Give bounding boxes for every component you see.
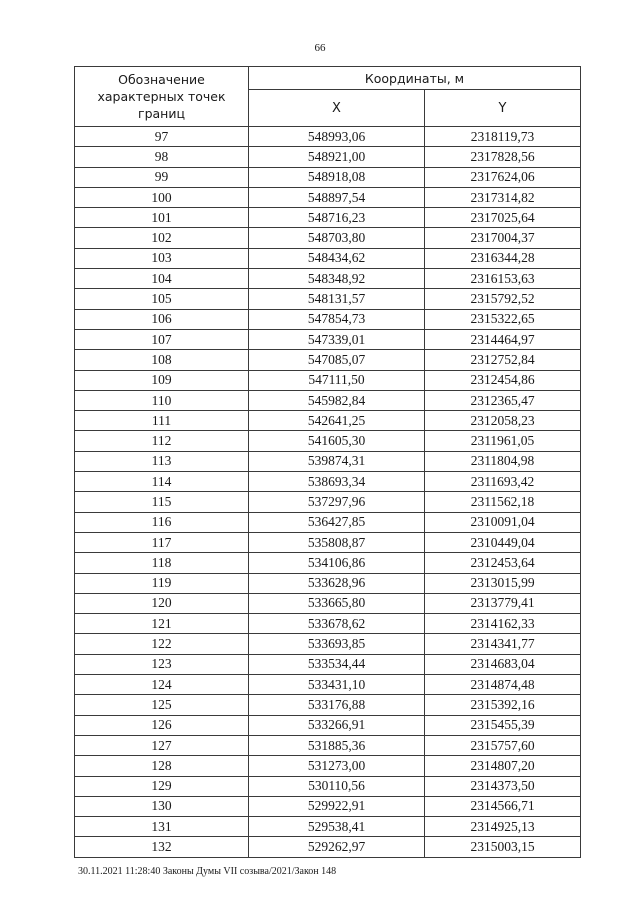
point-cell: 116: [75, 512, 249, 532]
table-row: [75, 756, 581, 776]
table-row: [75, 228, 581, 248]
table-row: [75, 289, 581, 309]
y-coordinate-cell: 2314925,13: [425, 817, 581, 837]
table-row: [75, 837, 581, 857]
point-cell: 129: [75, 776, 249, 796]
y-coordinate-cell: 2314874,48: [425, 675, 581, 695]
table-row: [75, 573, 581, 593]
x-coordinate-cell: 529262,97: [249, 837, 425, 857]
y-coordinate-cell: 2315792,52: [425, 289, 581, 309]
point-cell: 125: [75, 695, 249, 715]
table-row: [75, 634, 581, 654]
x-coordinate-cell: 533431,10: [249, 675, 425, 695]
header-point-designation: Обозначение характерных точек границ: [75, 67, 249, 127]
y-coordinate-cell: 2314373,50: [425, 776, 581, 796]
point-cell: 130: [75, 796, 249, 816]
x-coordinate-cell: 530110,56: [249, 776, 425, 796]
x-coordinate-cell: 548921,00: [249, 147, 425, 167]
table-row: [75, 715, 581, 735]
y-coordinate-cell: 2314162,33: [425, 614, 581, 634]
x-coordinate-cell: 548348,92: [249, 269, 425, 289]
x-coordinate-cell: 539874,31: [249, 451, 425, 471]
point-cell: 117: [75, 532, 249, 552]
point-cell: 101: [75, 208, 249, 228]
x-coordinate-cell: 537297,96: [249, 492, 425, 512]
point-cell: 103: [75, 248, 249, 268]
table-row: [75, 187, 581, 207]
x-coordinate-cell: 548897,54: [249, 187, 425, 207]
y-coordinate-cell: 2311961,05: [425, 431, 581, 451]
table-row: [75, 532, 581, 552]
y-coordinate-cell: 2317828,56: [425, 147, 581, 167]
x-coordinate-cell: 548918,08: [249, 167, 425, 187]
table-row: [75, 248, 581, 268]
table-row: [75, 817, 581, 837]
point-cell: 122: [75, 634, 249, 654]
table-row: [75, 492, 581, 512]
y-coordinate-cell: 2314341,77: [425, 634, 581, 654]
x-coordinate-cell: 533534,44: [249, 654, 425, 674]
point-cell: 131: [75, 817, 249, 837]
table-row: [75, 451, 581, 471]
y-coordinate-cell: 2317025,64: [425, 208, 581, 228]
point-cell: 121: [75, 614, 249, 634]
y-coordinate-cell: 2314683,04: [425, 654, 581, 674]
x-coordinate-cell: 548716,23: [249, 208, 425, 228]
point-cell: 107: [75, 329, 249, 349]
y-coordinate-cell: 2310091,04: [425, 512, 581, 532]
x-coordinate-cell: 547339,01: [249, 329, 425, 349]
y-coordinate-cell: 2312058,23: [425, 411, 581, 431]
point-cell: 102: [75, 228, 249, 248]
x-coordinate-cell: 533176,88: [249, 695, 425, 715]
point-cell: 112: [75, 431, 249, 451]
x-coordinate-cell: 533665,80: [249, 593, 425, 613]
x-coordinate-cell: 531885,36: [249, 735, 425, 755]
point-cell: 105: [75, 289, 249, 309]
point-cell: 113: [75, 451, 249, 471]
table-row: [75, 431, 581, 451]
table-body: [75, 127, 581, 858]
table-row: [75, 675, 581, 695]
table-row: [75, 735, 581, 755]
y-coordinate-cell: 2315455,39: [425, 715, 581, 735]
x-coordinate-cell: 541605,30: [249, 431, 425, 451]
y-coordinate-cell: 2314807,20: [425, 756, 581, 776]
table-row: [75, 269, 581, 289]
x-coordinate-cell: 534106,86: [249, 553, 425, 573]
y-coordinate-cell: 2315392,16: [425, 695, 581, 715]
x-coordinate-cell: 529538,41: [249, 817, 425, 837]
y-coordinate-cell: 2311804,98: [425, 451, 581, 471]
y-coordinate-cell: 2315757,60: [425, 735, 581, 755]
x-coordinate-cell: 547111,50: [249, 370, 425, 390]
table-row: [75, 695, 581, 715]
y-coordinate-cell: 2314464,97: [425, 329, 581, 349]
header-x: X: [249, 90, 425, 127]
y-coordinate-cell: 2312752,84: [425, 350, 581, 370]
table-row: [75, 370, 581, 390]
y-coordinate-cell: 2312454,86: [425, 370, 581, 390]
x-coordinate-cell: 548131,57: [249, 289, 425, 309]
y-coordinate-cell: 2313779,41: [425, 593, 581, 613]
table-row: [75, 472, 581, 492]
table-row: [75, 776, 581, 796]
point-cell: 97: [75, 127, 249, 147]
x-coordinate-cell: 548993,06: [249, 127, 425, 147]
y-coordinate-cell: 2315322,65: [425, 309, 581, 329]
coordinates-table: [74, 66, 581, 858]
x-coordinate-cell: 536427,85: [249, 512, 425, 532]
point-cell: 128: [75, 756, 249, 776]
table-row: [75, 329, 581, 349]
y-coordinate-cell: 2317314,82: [425, 187, 581, 207]
x-coordinate-cell: 535808,87: [249, 532, 425, 552]
y-coordinate-cell: 2312365,47: [425, 390, 581, 410]
point-cell: 99: [75, 167, 249, 187]
point-cell: 126: [75, 715, 249, 735]
y-coordinate-cell: 2313015,99: [425, 573, 581, 593]
point-cell: 118: [75, 553, 249, 573]
y-coordinate-cell: 2311693,42: [425, 472, 581, 492]
point-cell: 127: [75, 735, 249, 755]
table-row: [75, 208, 581, 228]
x-coordinate-cell: 548434,62: [249, 248, 425, 268]
x-coordinate-cell: 538693,34: [249, 472, 425, 492]
table-row: [75, 553, 581, 573]
point-cell: 104: [75, 269, 249, 289]
point-cell: 108: [75, 350, 249, 370]
x-coordinate-cell: 529922,91: [249, 796, 425, 816]
y-coordinate-cell: 2310449,04: [425, 532, 581, 552]
x-coordinate-cell: 533266,91: [249, 715, 425, 735]
point-cell: 115: [75, 492, 249, 512]
table-row: [75, 127, 581, 147]
point-cell: 109: [75, 370, 249, 390]
point-cell: 120: [75, 593, 249, 613]
y-coordinate-cell: 2317004,37: [425, 228, 581, 248]
table-row: [75, 614, 581, 634]
y-coordinate-cell: 2316153,63: [425, 269, 581, 289]
table-row: [75, 654, 581, 674]
x-coordinate-cell: 531273,00: [249, 756, 425, 776]
x-coordinate-cell: 533693,85: [249, 634, 425, 654]
point-cell: 114: [75, 472, 249, 492]
table-row: [75, 147, 581, 167]
y-coordinate-cell: 2318119,73: [425, 127, 581, 147]
header-y: Y: [425, 90, 581, 127]
x-coordinate-cell: 542641,25: [249, 411, 425, 431]
point-cell: 100: [75, 187, 249, 207]
point-cell: 132: [75, 837, 249, 857]
point-cell: 106: [75, 309, 249, 329]
y-coordinate-cell: 2315003,15: [425, 837, 581, 857]
table-row: [75, 593, 581, 613]
x-coordinate-cell: 533678,62: [249, 614, 425, 634]
page-number: 66: [314, 42, 326, 54]
table-row: [75, 167, 581, 187]
point-cell: 111: [75, 411, 249, 431]
y-coordinate-cell: 2316344,28: [425, 248, 581, 268]
table-row: [75, 512, 581, 532]
x-coordinate-cell: 547854,73: [249, 309, 425, 329]
header-coordinates: Координаты, м: [249, 67, 581, 90]
point-cell: 123: [75, 654, 249, 674]
y-coordinate-cell: 2317624,06: [425, 167, 581, 187]
x-coordinate-cell: 545982,84: [249, 390, 425, 410]
y-coordinate-cell: 2312453,64: [425, 553, 581, 573]
point-cell: 98: [75, 147, 249, 167]
table-row: [75, 411, 581, 431]
point-cell: 124: [75, 675, 249, 695]
x-coordinate-cell: 547085,07: [249, 350, 425, 370]
table-row: [75, 309, 581, 329]
x-coordinate-cell: 548703,80: [249, 228, 425, 248]
point-cell: 110: [75, 390, 249, 410]
table-row: [75, 350, 581, 370]
point-cell: 119: [75, 573, 249, 593]
y-coordinate-cell: 2314566,71: [425, 796, 581, 816]
x-coordinate-cell: 533628,96: [249, 573, 425, 593]
y-coordinate-cell: 2311562,18: [425, 492, 581, 512]
table-row: [75, 390, 581, 410]
document-footer: 30.11.2021 11:28:40 Законы Думы VII созыва/2021/Закон 148: [78, 866, 337, 877]
table-row: [75, 796, 581, 816]
